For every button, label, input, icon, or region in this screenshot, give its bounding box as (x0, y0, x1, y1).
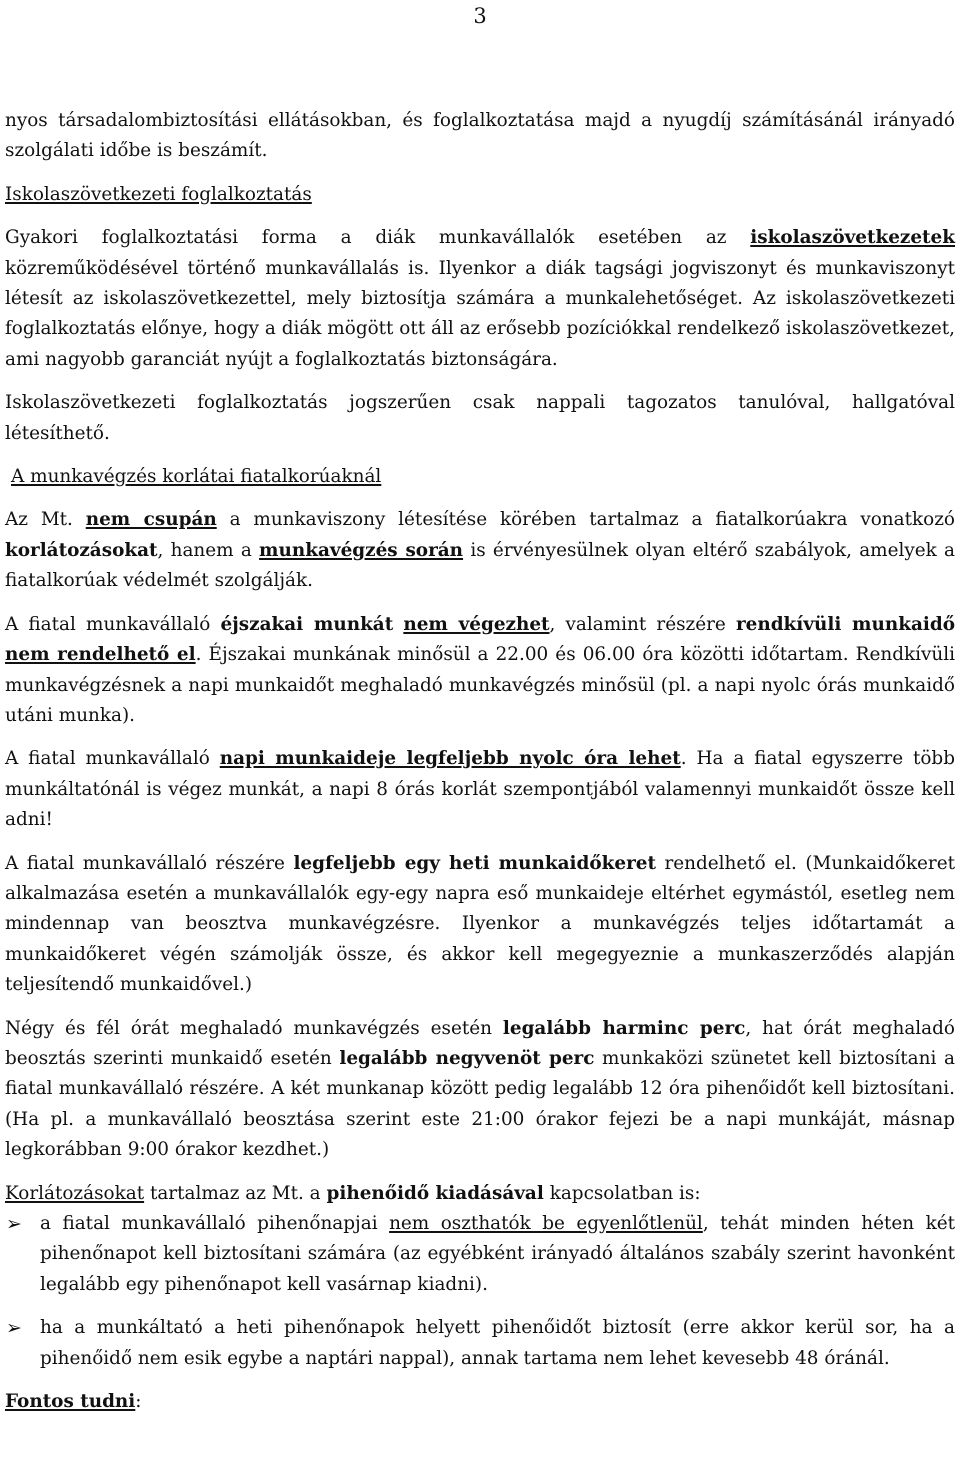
paragraph-continuation: nyos társadalombiztosítási ellátásokban, és foglalkoztatása majd a nyugdíj számításánál irányadó szolgálati időbe is beszámít. (5, 110, 955, 162)
page-number: 3 (473, 4, 487, 28)
heading-munkavegzes-korlatai: A munkavégzés korlátai fiatalkorúaknál (11, 466, 382, 488)
arrowhead-bullet-icon: ➢ (6, 1317, 22, 1340)
paragraph-pihenoido: Korlátozásokat tartalmaz az Mt. a pihenőidő kiadásával kapcsolatban is: (5, 1182, 701, 1204)
paragraph-mt-korlatozasok: Az Mt. nem csupán a munkaviszony létesítése körében tartalmaz a fiatalkorúakra vonatkozó korlátozásokat, hanem a munkavégzés során is érvényesülnek olyan eltérő szabályok, amelyek a fiatalkorúak védelmét szolgálják. (5, 509, 956, 592)
bullet-list (5, 1209, 955, 1374)
paragraph-munkaidokeret: A fiatal munkavállaló részére legfeljebb egy heti munkaidőkeret rendelhető el. (Munkaidőkeret alkalmazása esetén a munkavállalók egy-egy napra eső munkaideje eltérhet egymástól, esetleg nem mindennap van beosztva munkavégzésre. Ilyenkor a munkavégzés teljes időtartamát a munkaidőkeret végén számolják össze, és akkor kell megegyeznie a munkaszerződés alapján teljesítendő munkaidővel.) (5, 852, 955, 996)
paragraph-napi-munkaido: A fiatal munkavállaló napi munkaideje legfeljebb nyolc óra lehet. Ha a fiatal egyszerre több munkáltatónál is végez munkát, a napi 8 órás korlát szempontjából valamennyi munkaidőt össze kell adni! (5, 748, 955, 831)
paragraph-iskolaszovetkezet: Gyakori foglalkoztatási forma a diák munkavállalók esetében az iskolaszövetkezetek közreműködésével történő munkavállalás is. Ilyenkor a diák tagsági jogviszonyt és munkaviszonyt létesít az iskolaszövetkezettel, mely biztosítja számára a munkalehetőséget. Az iskolaszövetkezeti foglalkoztatás előnye, hogy a diák mögött ott áll az erősebb pozíciókkal rendelkező iskolaszövetkezet, ami nagyobb garanciát nyújt a foglalkoztatás biztonságára. (5, 227, 955, 370)
paragraph-ejszakai-munka: A fiatal munkavállaló éjszakai munkát nem végezhet, valamint részére rendkívüli munkaidő nem rendelhető el. Éjszakai munkának minősül a 22.00 és 06.00 óra közötti időtartam. Rendkívüli munkavégzésnek a napi munkaidőt meghaladó munkavégzés minősül (pl. a napi nyolc órás munkaidő utáni munka). (5, 613, 955, 726)
heading-iskolaszovetkezeti: Iskolaszövetkezeti foglalkoztatás (5, 183, 312, 205)
paragraph-munkakozi-szunet: Négy és fél órát meghaladó munkavégzés esetén legalább harminc perc, hat órát meghaladó beosztás szerinti munkaidő esetén legalább negyvenöt perc munkaközi szünetet kell biztosítani a fiatal munkavállaló részére. A két munkanap között pedig legalább 12 óra pihenőidőt kell biztosítani. (Ha pl. a munkavállaló beosztása szerint este 21:00 órakor fejezi be a napi munkáját, másnap legkorábban 9:00 órakor kezdhet.) (5, 1017, 955, 1161)
list-item: ➢ ha a munkáltató a heti pihenőnapok helyett pihenőidőt biztosít (erre akkor kerül sor, ha a pihenőidő nem esik egybe a naptári nappal), annak tartama nem lehet kevesebb 48 óránál. (5, 1313, 955, 1374)
list-item: ➢ a fiatal munkavállaló pihenőnapjai nem oszthatók be egyenlőtlenül, tehát minden héten két pihenőnapot kell biztosítani számára (az egyébként irányadó általános szabály szerint havonként legalább egy pihenőnapot kell vasárnap kiadni). (5, 1209, 955, 1300)
paragraph-jogszeruen: Iskolaszövetkezeti foglalkoztatás jogszerűen csak nappali tagozatos tanulóval, hallgatóval létesíthető. (5, 392, 955, 444)
document-body (5, 106, 955, 1417)
arrowhead-bullet-icon: ➢ (6, 1213, 22, 1235)
paragraph-fontos-tudni: Fontos tudni: (5, 1391, 142, 1413)
